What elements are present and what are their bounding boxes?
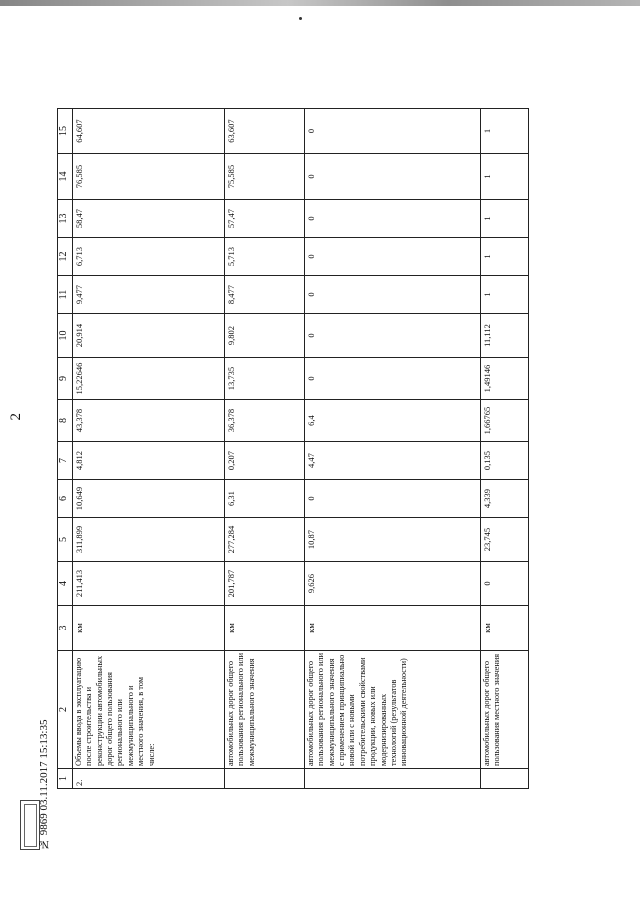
cell-value: 9,477	[73, 276, 225, 314]
cell-value: 57,47	[225, 200, 305, 238]
col-header: 10	[58, 314, 73, 358]
cell-value: 1	[481, 200, 529, 238]
cell-value: 1	[481, 154, 529, 200]
cell-value: 5,713	[225, 238, 305, 276]
col-header: 6	[58, 480, 73, 518]
col-header: 7	[58, 442, 73, 480]
table-row	[481, 109, 529, 789]
col-header: 13	[58, 200, 73, 238]
page-number: 2	[8, 413, 24, 421]
row-number: 2.	[73, 769, 225, 789]
col-header: 3	[58, 606, 73, 651]
cell-value: 1	[481, 109, 529, 154]
cell-value: 43,378	[73, 400, 225, 442]
cell-value: 0	[305, 276, 481, 314]
cell-value: 8,477	[225, 276, 305, 314]
table-row	[225, 109, 305, 789]
row-number	[305, 769, 481, 789]
cell-value: 1	[481, 238, 529, 276]
cell-value: 1,66765	[481, 400, 529, 442]
cell-value: 211,413	[73, 562, 225, 606]
col-header: 1	[58, 769, 73, 789]
cell-value: 1,49146	[481, 358, 529, 400]
scan-dot	[299, 17, 302, 20]
row-description: автомобильных дорог общего пользования местного значения	[481, 651, 529, 769]
row-unit: км	[481, 606, 529, 651]
cell-value: 36,378	[225, 400, 305, 442]
data-table	[57, 108, 529, 789]
scan-edge-artifact	[0, 0, 640, 6]
registration-number: № 9869 03.11.2017 15:13:35	[38, 719, 50, 850]
col-header: 15	[58, 109, 73, 154]
cell-value: 9,802	[225, 314, 305, 358]
col-header: 12	[58, 238, 73, 276]
table-row	[73, 109, 225, 789]
cell-value: 1	[481, 276, 529, 314]
cell-value: 311,899	[73, 518, 225, 562]
header-row	[58, 109, 73, 789]
col-header: 5	[58, 518, 73, 562]
cell-value: 15,22646	[73, 358, 225, 400]
cell-value: 10,87	[305, 518, 481, 562]
cell-value: 0,207	[225, 442, 305, 480]
cell-value: 64,607	[73, 109, 225, 154]
rotated-table-container	[57, 109, 527, 789]
row-description: Объемы ввода в эксплуатацию после строительства и реконструкции автомобильных дорог общего пользования регионального или межмуниципального и местного значения, в том числе:	[73, 651, 225, 769]
cell-value: 0	[305, 238, 481, 276]
row-unit: км	[305, 606, 481, 651]
cell-value: 6,713	[73, 238, 225, 276]
table-row	[305, 109, 481, 789]
cell-value: 0	[305, 314, 481, 358]
cell-value: 10,649	[73, 480, 225, 518]
cell-value: 277,284	[225, 518, 305, 562]
col-header: 4	[58, 562, 73, 606]
row-number	[225, 769, 305, 789]
cell-value: 4,812	[73, 442, 225, 480]
row-unit: км	[73, 606, 225, 651]
col-header: 2	[58, 651, 73, 769]
row-number	[481, 769, 529, 789]
row-description: автомобильных дорог общего пользования регионального или межмуниципального значения с применением принципиально новой или с новыми потребительскими свойствами продукции, новых или модернизированных технологий (результатов инновационной деятельности)	[305, 651, 481, 769]
cell-value: 9,626	[305, 562, 481, 606]
cell-value: 0,135	[481, 442, 529, 480]
cell-value: 75,585	[225, 154, 305, 200]
cell-value: 4,339	[481, 480, 529, 518]
row-description: автомобильных дорог общего пользования регионального или межмуниципального значения	[225, 651, 305, 769]
cell-value: 76,585	[73, 154, 225, 200]
cell-value: 23,745	[481, 518, 529, 562]
cell-value: 20,914	[73, 314, 225, 358]
col-header: 8	[58, 400, 73, 442]
cell-value: 11,112	[481, 314, 529, 358]
cell-value: 0	[305, 358, 481, 400]
col-header: 14	[58, 154, 73, 200]
stamp-mark	[20, 800, 40, 850]
cell-value: 201,787	[225, 562, 305, 606]
cell-value: 0	[305, 200, 481, 238]
col-header: 9	[58, 358, 73, 400]
cell-value: 6,31	[225, 480, 305, 518]
cell-value: 58,47	[73, 200, 225, 238]
cell-value: 0	[305, 480, 481, 518]
cell-value: 0	[305, 154, 481, 200]
cell-value: 0	[305, 109, 481, 154]
col-header: 11	[58, 276, 73, 314]
cell-value: 4,47	[305, 442, 481, 480]
cell-value: 63,607	[225, 109, 305, 154]
row-unit: км	[225, 606, 305, 651]
cell-value: 13,735	[225, 358, 305, 400]
cell-value: 6,4	[305, 400, 481, 442]
cell-value: 0	[481, 562, 529, 606]
